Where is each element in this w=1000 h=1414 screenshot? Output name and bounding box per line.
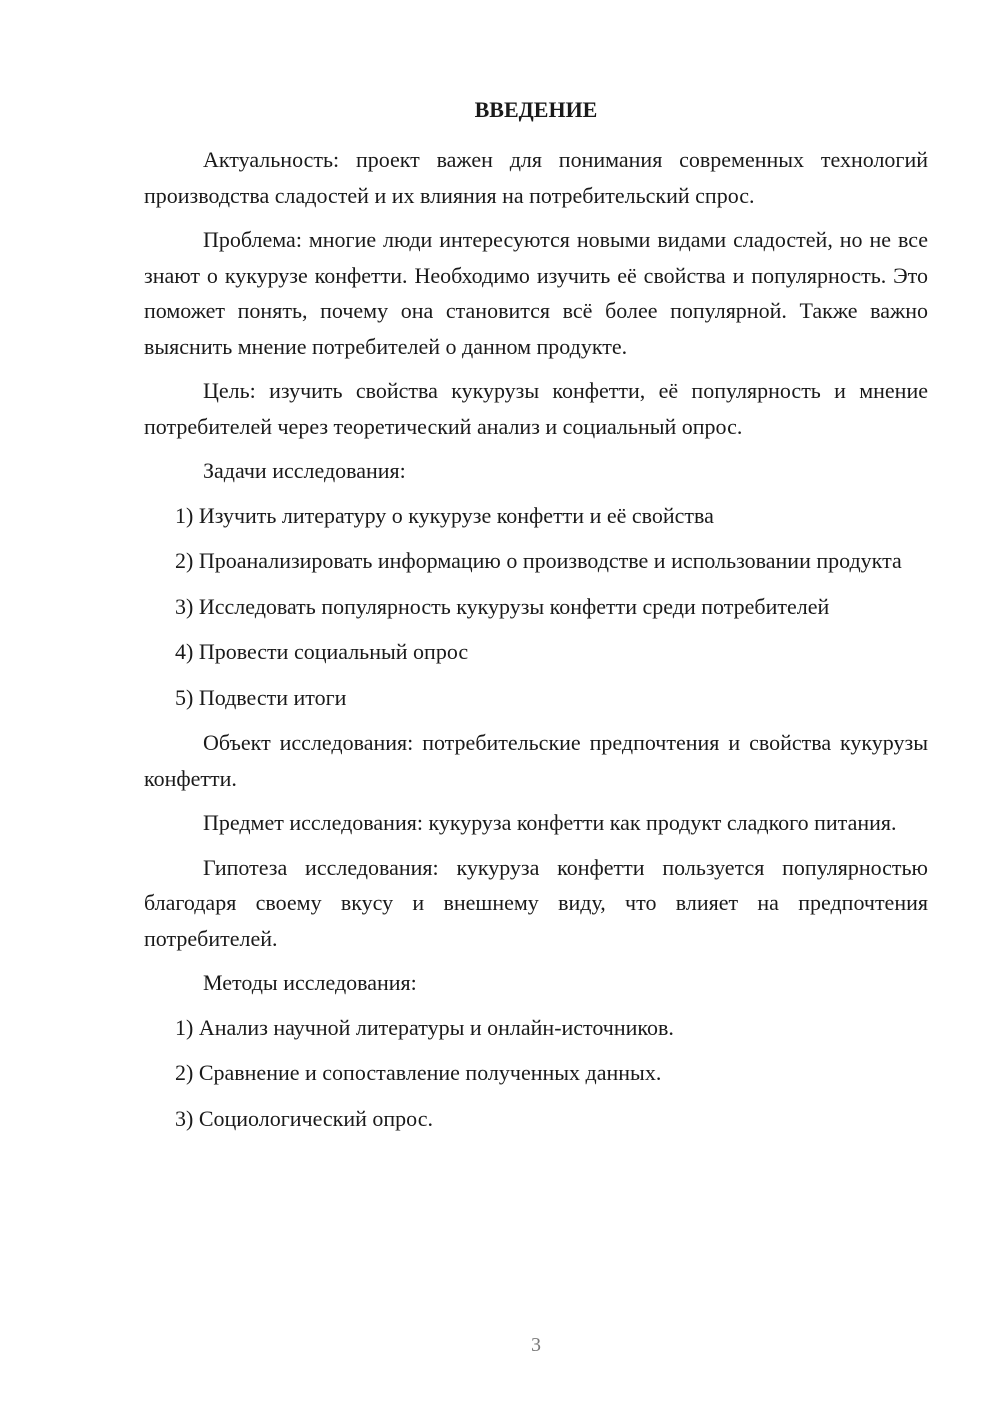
methods-heading: Методы исследования: <box>203 970 417 995</box>
goal-paragraph: Цель: изучить свойства кукурузы конфетти, её популярность и мнение потребителей через теоретический анализ и социальный опрос. <box>144 378 928 439</box>
subject-paragraph: Предмет исследования: кукуруза конфетти как продукт сладкого питания. <box>203 810 897 835</box>
method-item: 3) Социологический опрос. <box>175 1105 433 1131</box>
section-title: ВВЕДЕНИЕ <box>474 97 598 122</box>
tasks-heading: Задачи исследования: <box>203 458 406 483</box>
problem-paragraph: Проблема: многие люди интересуются новыми видами сладостей, но не все знают о кукурузе конфетти. Необходимо изучить её свойства и популярность. Это поможет понять, почему она становится всё более популярной. Также важно выяснить мнение потребителей о данном продукте. <box>144 227 928 359</box>
method-item: 2) Сравнение и сопоставление полученных данных. <box>175 1060 662 1085</box>
method-item: 1) Анализ научной литературы и онлайн-источников. <box>175 1014 674 1040</box>
hypothesis-paragraph: Гипотеза исследования: кукуруза конфетти пользуется популярностью благодаря своему вкусу и внешнему виду, что влияет на предпочтения потребителей. <box>144 854 928 951</box>
task-item: 5) Подвести итоги <box>175 684 347 710</box>
page-content <box>144 92 928 1146</box>
task-item: 4) Провести социальный опрос <box>175 639 469 664</box>
object-paragraph: Объект исследования: потребительские предпочтения и свойства кукурузы конфетти. <box>144 730 928 791</box>
task-item: 3) Исследовать популярность кукурузы конфетти среди потребителей <box>175 593 830 619</box>
task-item: 1) Изучить литературу о кукурузе конфетти и её свойства <box>175 502 714 528</box>
page-number: 3 <box>531 1334 541 1356</box>
task-item: 2) Проанализировать информацию о производстве и использовании продукта <box>175 548 902 573</box>
relevance-paragraph: Актуальность: проект важен для понимания современных технологий производства сладостей и их влияния на потребительский спрос. <box>144 147 928 208</box>
